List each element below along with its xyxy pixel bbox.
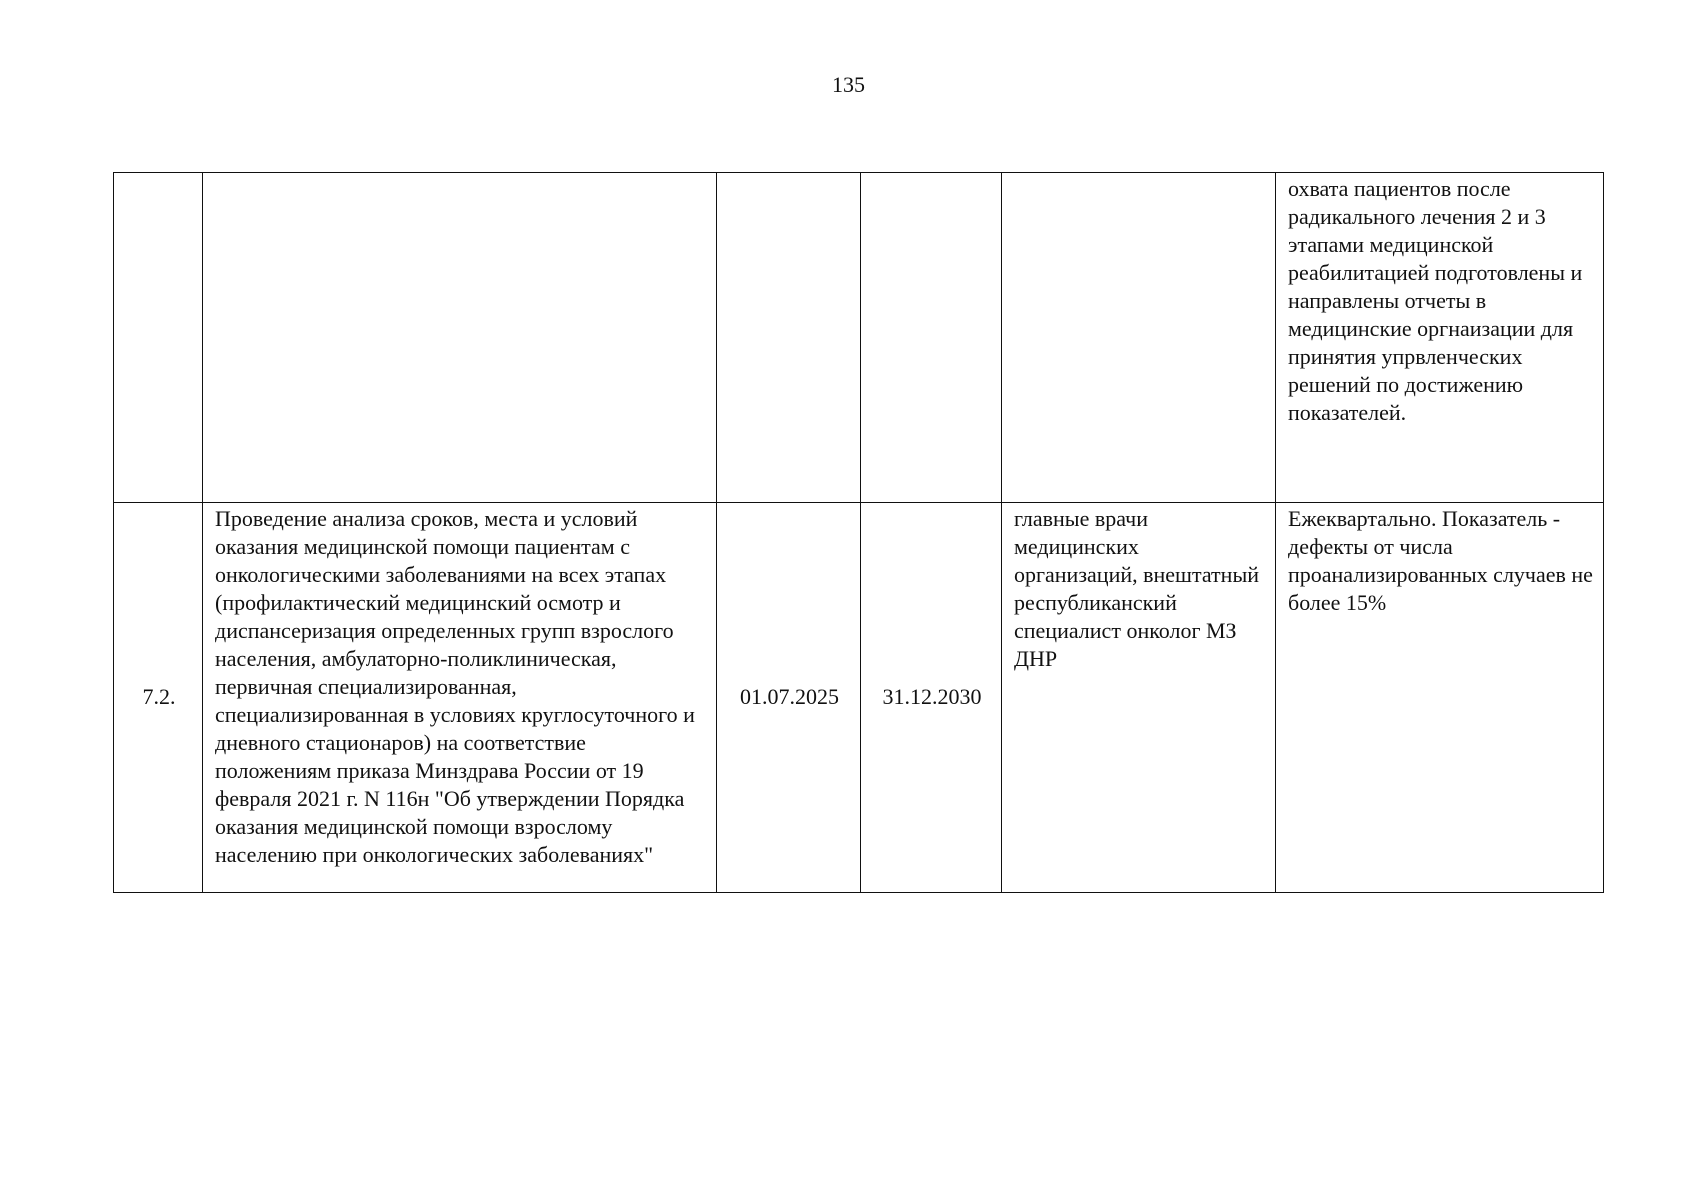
cell-activity: Проведение анализа сроков, места и условий оказания медицинской помощи пациентам с онкологическими заболеваниями на всех этапах (профилактический медицинский осмотр и диспансеризация определенных групп взрослого населения, амбулаторно-поликлиническая, первичная специализированная, специализированная в условиях круглосуточного и дневного стационаров) на соответствие положениям приказа Минздрава России от 19 февраля 2021 г. N 116н "Об утверждении Порядка оказания медицинской помощи взрослому населению при онкологических заболеваниях"	[203, 503, 717, 893]
cell-responsible: главные врачи медицинских организаций, внештатный республиканский специалист онколог МЗ ДНР	[1002, 503, 1276, 893]
plan-table	[113, 172, 1604, 893]
cell-result: Ежеквартально. Показатель - дефекты от числа проанализированных случаев не более 15%	[1276, 503, 1604, 893]
cell-result: охвата пациентов после радикального лечения 2 и 3 этапами медицинской реабилитацией подготовлены и направлены отчеты в медицинские оргнаизации для принятия упрвленческих решений по достижению показателей.	[1276, 173, 1604, 503]
table-row	[114, 173, 1604, 503]
page-number: 135	[832, 72, 865, 97]
cell-end-date: 31.12.2030	[861, 503, 1002, 893]
cell-activity	[203, 173, 717, 503]
cell-number: 7.2.	[114, 503, 203, 893]
cell-end-date	[861, 173, 1002, 503]
table-row	[114, 503, 1604, 893]
cell-start-date	[717, 173, 861, 503]
cell-number	[114, 173, 203, 503]
cell-start-date: 01.07.2025	[717, 503, 861, 893]
cell-responsible	[1002, 173, 1276, 503]
